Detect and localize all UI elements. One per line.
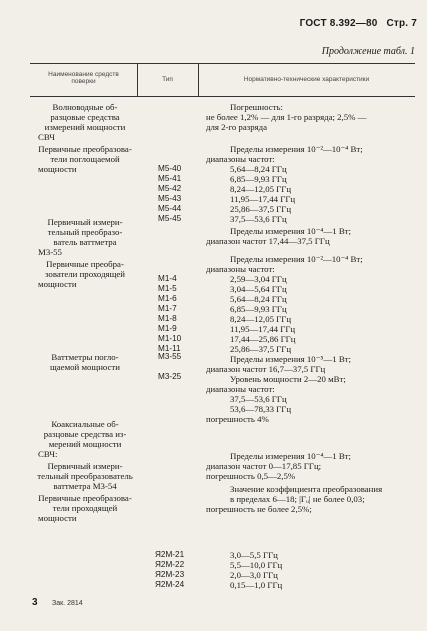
type-cell: М5-42	[158, 184, 182, 193]
spec-coaxial-conversion: Значение коэффициента преобразования в пределах 6—18; |Γᵤ| не более 0,03; погрешность не более 2,5%;	[206, 484, 383, 514]
column-header-type: Тип	[162, 76, 173, 83]
type-cell: М5-40	[158, 164, 182, 173]
spec-m1-ranges: Пределы измерения 10⁻²—10⁻⁴ Вт; диапазоны частот: 2,59—3,04 ГГц 3,04—5,64 ГГц 5,64—8,24 ГГц 6,85—9,93 ГГц 8,24—12,05 ГГц 11,95—17,44 ГГц 17,44—25,86 ГГц 25,86—37,5 ГГц	[206, 254, 363, 354]
name-coaxial-group: Коаксиальные об- разцовые средства из- мерений мощности СВЧ:	[38, 419, 127, 459]
page-number: 3	[32, 597, 38, 608]
table-top-rule	[30, 63, 415, 64]
spec-ya2m-ranges: 3,0—5,5 ГГц 5,5—10,0 ГГц 2,0—3,0 ГГц 0,15—1,0 ГГц	[230, 550, 283, 590]
name-m3-55-converter: Первичный измери- тельный преобразо- ватель ваттметра М3-55	[38, 217, 123, 257]
types-m5-group	[158, 164, 181, 224]
type-cell: М5-45	[158, 214, 182, 223]
types-m1-group	[158, 274, 181, 354]
type-cell: М1-6	[158, 294, 177, 303]
type-cell: М1-9	[158, 324, 177, 333]
type-cell: М1-5	[158, 284, 177, 293]
type-cell: М5-44	[158, 204, 182, 213]
name-coaxial-through-converters: Первичные преобразова- тели проходящей мощности	[38, 493, 132, 523]
document-header	[300, 18, 417, 29]
type-cell: М1-7	[158, 304, 177, 313]
spec-m5-ranges: Пределы измерения 10⁻²—10⁻⁴ Вт; диапазоны частот: 5,64—8,24 ГГц 6,85—9,93 ГГц 8,24—12,05 ГГц 11,95—17,44 ГГц 25,86—37,5 ГГц 37,5—53,6 ГГц	[206, 144, 363, 224]
type-cell: М5-43	[158, 194, 182, 203]
print-order-stamp: Зак. 2814	[52, 600, 83, 607]
types-ya2m-group	[155, 550, 184, 590]
type-cell: Я2М-24	[155, 580, 185, 589]
name-waveguide-group: Волноводные об- разцовые средства измерений мощности СВЧ	[38, 102, 126, 142]
spec-waveguide-error: Погрешность: не более 1,2% — для 1-го разряда; 2,5% — для 2-го разряда	[206, 102, 367, 132]
type-cell: М1-4	[158, 274, 177, 283]
spec-m3-54: Пределы измерения 10⁻⁴—1 Вт; диапазон частот 0—17,85 ГГц; погрешность 0,5—2,5%	[206, 451, 351, 481]
page-label: Стр. 7	[386, 18, 417, 29]
type-cell: М5-41	[158, 174, 182, 183]
type-cell: Я2М-23	[155, 570, 185, 579]
type-cell: Я2М-21	[155, 550, 185, 559]
name-through-power-converters: Первичные преобра- зователи проходящей мощности	[38, 259, 125, 289]
table-continuation-label: Продолжение табл. 1	[321, 46, 415, 57]
spec-m3-55: Пределы измерения 10⁻⁴—1 Вт; диапазон частот 17,44—37,5 ГГц	[206, 226, 351, 246]
name-m3-54-converter: Первичный измери- тельный преобразователь ваттметра М3-54	[37, 461, 133, 491]
gost-number: ГОСТ 8.392—80	[299, 18, 378, 29]
type-cell: М3-55	[158, 352, 182, 361]
type-cell: М1-8	[158, 314, 177, 323]
type-cell: М1-10	[158, 334, 182, 343]
type-cell: М3-25	[158, 372, 182, 381]
type-cell: М1-11	[158, 344, 181, 353]
table-header-rule	[30, 96, 415, 97]
column-header-characteristics: Нормативно-технические характеристики	[243, 76, 370, 83]
name-absorbed-power-converters: Первичные преобразова- тели поглощаемой мощности	[38, 144, 132, 174]
spec-wattmeters: Пределы измерения 10⁻⁵—1 Вт; диапазон частот 16,7—37,5 ГГц Уровень мощности 2—20 мВт; диапазоны частот: 37,5—53,6 ГГц 53,6—78,33 ГГц погрешность 4%	[206, 354, 351, 424]
type-cell: Я2М-22	[155, 560, 185, 569]
name-absorbed-wattmeters: Ваттметры погло- щаемой мощности	[50, 352, 120, 372]
column-header-name: Наименование средств поверки	[48, 71, 119, 85]
